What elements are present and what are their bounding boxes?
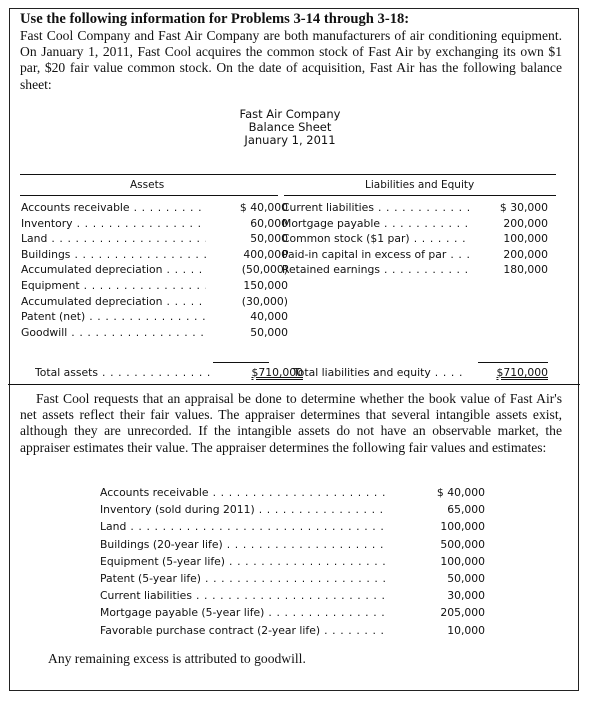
asset-row-value: 150,000 xyxy=(243,279,288,292)
asset-row xyxy=(21,217,288,231)
fair-value-row xyxy=(100,572,485,586)
asset-row-label: Inventory . . . xyxy=(21,217,206,231)
liability-row xyxy=(282,263,548,277)
liability-row-value: 180,000 xyxy=(503,263,548,277)
asset-row-label: Buildings . . . xyxy=(21,248,206,262)
liability-row xyxy=(282,232,548,246)
intro-paragraph: Fast Cool Company and Fast Air Company are both manufacturers of air conditioning equipment. On January 1, 2011, Fast Cool acquires the common stock of Fast Air by exchanging its own $1 par, $20 fair value common stock. On the date of acquisition, Fast Air has the following balance sheet: xyxy=(20,28,562,92)
fair-value-row-value: 30,000 xyxy=(447,589,485,603)
balance-sheet-title xyxy=(190,108,390,147)
liability-row-label: Current liabilities . . . xyxy=(282,201,470,215)
asset-row xyxy=(21,248,288,262)
fair-value-row-value: 500,000 xyxy=(440,537,485,551)
asset-row-label: Patent (net) . . . xyxy=(21,310,206,324)
asset-row-value: 400,000 xyxy=(243,247,288,261)
total-assets-label: Total assets . . . xyxy=(35,366,215,380)
fair-value-row-label: Inventory (sold during 2011) . . . xyxy=(100,503,385,517)
fair-value-row-value: 65,000 xyxy=(447,503,485,517)
liabilities-header: Liabilities and Equity xyxy=(365,179,475,191)
asset-row-label: Land . . . xyxy=(21,232,206,246)
section-divider xyxy=(8,384,580,385)
fair-value-row-label: Current liabilities . . . xyxy=(100,589,385,603)
asset-row xyxy=(21,232,288,246)
fair-value-row xyxy=(100,520,485,534)
top-rule xyxy=(20,174,556,175)
liabilities-header-rule xyxy=(284,195,556,196)
asset-row-label: Accumulated depreciation . . . xyxy=(21,263,206,277)
fair-value-row-value: $ 40,000 xyxy=(436,486,485,499)
assets-total-rule xyxy=(213,362,269,363)
fair-value-row-label: Favorable purchase contract (2-year life) . . . xyxy=(100,624,385,638)
fair-value-row xyxy=(100,538,485,552)
liability-row xyxy=(282,201,548,215)
asset-row-label: Equipment . . . xyxy=(21,279,206,293)
asset-row xyxy=(21,201,288,215)
goodwill-note: Any remaining excess is attributed to goodwill. xyxy=(48,651,306,666)
liability-row-label: Mortgage payable . . . xyxy=(282,217,470,231)
total-liabilities-label: Total liabilities and equity . . . xyxy=(293,366,468,380)
fair-value-row-label: Patent (5-year life) . . . xyxy=(100,572,385,586)
appraisal-paragraph: Fast Cool requests that an appraisal be done to determine whether the book value of Fast Air's net assets reflect their fair values. The appraiser determines that several intangible assets exist, although they are unrecorded. If the intangible assets do not have an observable market, the appraiser estimates their value. The appraiser determines the following fair values and estimates: xyxy=(20,391,562,455)
total-liabilities-value: $710,000 xyxy=(496,366,548,379)
asset-row-label: Accounts receivable . . . xyxy=(21,201,206,215)
asset-row-value: (50,000) xyxy=(241,263,288,277)
asset-row xyxy=(21,295,288,309)
fair-value-row-label: Accounts receivable . . . xyxy=(100,486,385,500)
problem-heading: Use the following information for Problems 3-14 through 3-18: xyxy=(20,11,410,27)
fair-value-row xyxy=(100,555,485,569)
fair-value-row-label: Equipment (5-year life) . . . xyxy=(100,555,385,569)
asset-row-value: 50,000 xyxy=(250,325,288,339)
liability-row-label: Paid-in capital in excess of par . . . xyxy=(282,248,470,262)
fair-value-row-value: 50,000 xyxy=(447,572,485,585)
fair-value-row-value: 100,000 xyxy=(440,554,485,568)
fair-value-row xyxy=(100,606,485,620)
liability-row-value: $ 30,000 xyxy=(499,201,548,214)
statement-date: January 1, 2011 xyxy=(244,133,336,147)
liability-row-value: 100,000 xyxy=(503,232,548,246)
asset-row-value: 60,000 xyxy=(250,216,288,230)
liability-row xyxy=(282,217,548,231)
assets-header-rule xyxy=(20,195,278,196)
asset-row-value: (30,000) xyxy=(241,294,288,308)
fair-value-row xyxy=(100,589,485,603)
asset-row xyxy=(21,326,288,340)
assets-header: Assets xyxy=(130,179,165,191)
fair-value-row-value: 10,000 xyxy=(447,623,485,637)
asset-row-value: $ 40,000 xyxy=(239,201,288,214)
company-name: Fast Air Company xyxy=(239,107,341,121)
liability-row-label: Common stock ($1 par) . . . xyxy=(282,232,470,246)
fair-value-row-value: 100,000 xyxy=(440,520,485,534)
asset-row-label: Accumulated depreciation . . . xyxy=(21,295,206,309)
fair-value-row xyxy=(100,624,485,638)
liabilities-total-rule xyxy=(478,362,548,363)
asset-row-label: Goodwill . . . xyxy=(21,326,206,340)
asset-row xyxy=(21,310,288,324)
fair-value-row xyxy=(100,486,485,500)
fair-value-row xyxy=(100,503,485,517)
liability-row-value: 200,000 xyxy=(503,216,548,230)
liability-row-value: 200,000 xyxy=(503,247,548,261)
statement-name: Balance Sheet xyxy=(248,120,332,134)
liability-row-label: Retained earnings . . . xyxy=(282,263,470,277)
asset-row-value: 40,000 xyxy=(250,310,288,324)
fair-value-row-label: Land . . . xyxy=(100,520,385,534)
fair-value-row-label: Mortgage payable (5-year life) . . . xyxy=(100,606,385,620)
liability-row xyxy=(282,248,548,262)
fair-value-row-label: Buildings (20-year life) . . . xyxy=(100,538,385,552)
total-assets-value: $710,000 xyxy=(251,366,303,379)
asset-row xyxy=(21,263,288,277)
asset-row xyxy=(21,279,288,293)
asset-row-value: 50,000 xyxy=(250,232,288,246)
fair-value-row-value: 205,000 xyxy=(440,606,485,620)
